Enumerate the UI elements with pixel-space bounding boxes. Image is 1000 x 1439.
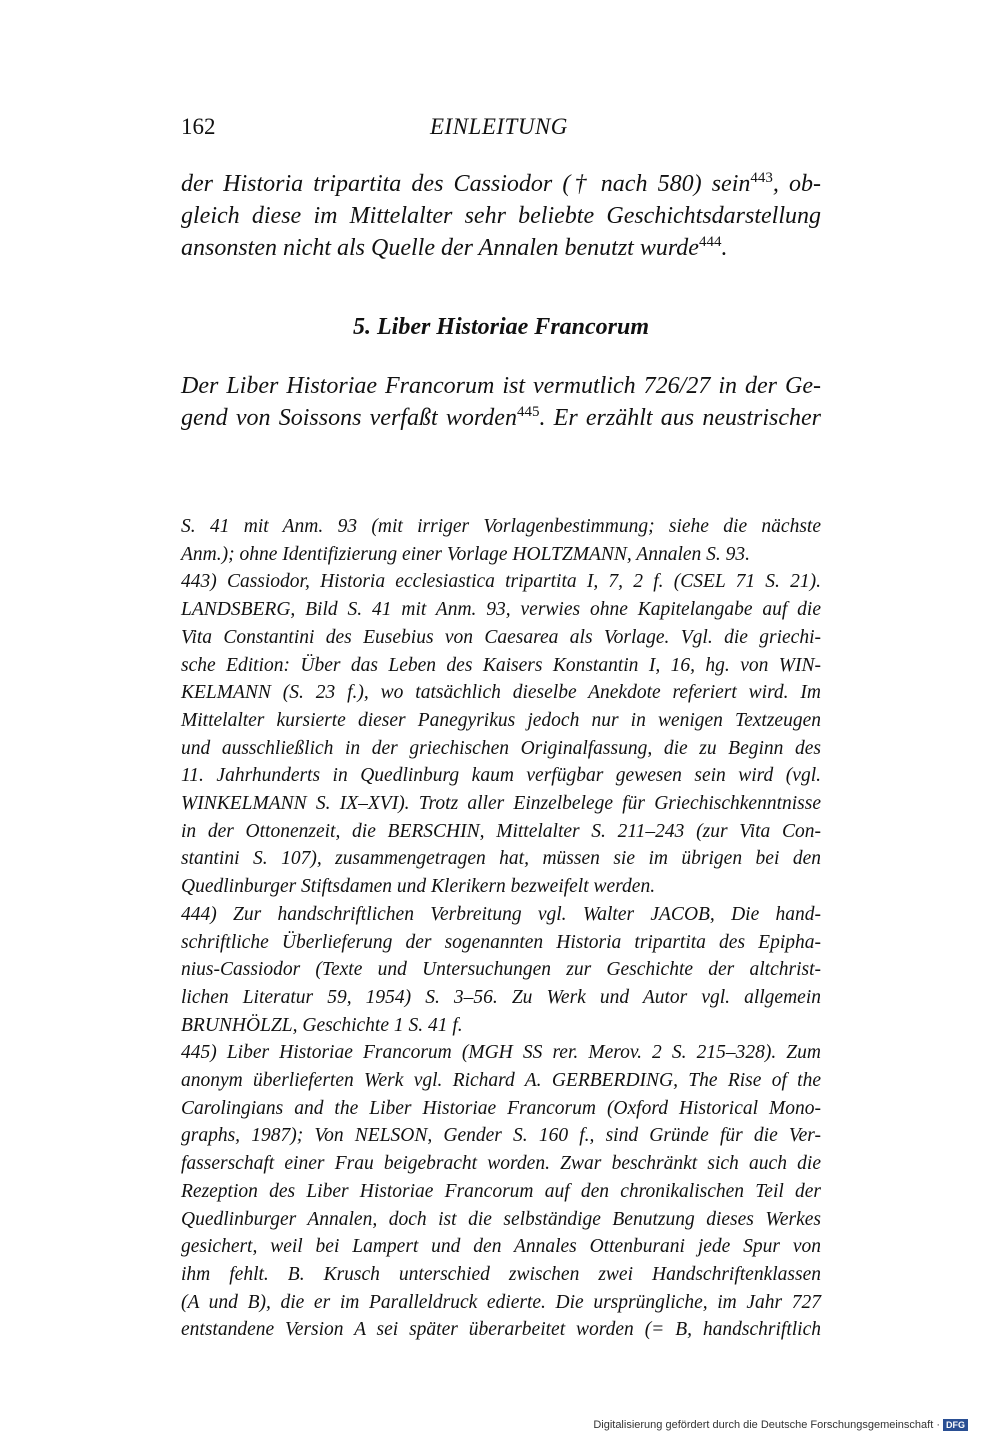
digitization-credit <box>593 1419 968 1431</box>
footnote-line: gesichert, weil bei Lampert und den Annales Ottenburani jede Spur von <box>181 1236 821 1258</box>
footnote-line: LANDSBERG, Bild S. 41 mit Anm. 93, verwies ohne Kapitelangabe auf die <box>181 599 821 621</box>
footnote-ref-444[interactable]: 444 <box>698 234 722 250</box>
footnote-line: schriftliche Überlieferung der sogenannten Historia tripartita des Epipha- <box>181 931 821 953</box>
section-heading: 5. Liber Historiae Francorum <box>352 314 650 340</box>
footnote-ref-443[interactable]: 443 <box>750 170 773 186</box>
footnote-line: KELMANN (S. 23 f.), wo tatsächlich dieselbe Anekdote referiert wird. Im <box>181 682 821 704</box>
footnote-line: 444) Zur handschriftlichen Verbreitung vgl. Walter JACOB, Die hand- <box>181 903 821 925</box>
text-line: ansonsten nicht als Quelle der Annalen benutzt wurde$^{444}$. <box>181 234 728 261</box>
footnote-line: 443) Cassiodor, Historia ecclesiastica tripartita I, 7, 2 f. (CSEL 71 S. 21). <box>181 571 821 593</box>
footnote-line: Carolingians and the Liber Historiae Francorum (Oxford Historical Mono- <box>181 1097 821 1119</box>
paragraph-liber-historiae <box>181 370 821 434</box>
footnote-line: lichen Literatur 59, 1954) S. 3–56. Zu Werk und Autor vgl. allgemein <box>181 986 821 1008</box>
footnote-line: S. 41 mit Anm. 93 (mit irriger Vorlagenbestimmung; siehe die nächste <box>181 516 821 537</box>
footnote-line: BRUNHÖLZL, Geschichte 1 S. 41 f. <box>181 1014 463 1036</box>
footnote-line: Rezeption des Liber Historiae Francorum auf den chronikalischen Teil der <box>181 1180 821 1202</box>
text-line: gend von Soissons verfaßt worden$^{445}$. Er erzählt aus neustrischer <box>181 404 821 431</box>
footnote-line: Anm.); ohne Identifizierung einer Vorlage HOLTZMANN, Annalen S. 93. <box>181 543 751 565</box>
footnote-line: in der Ottonenzeit, die BERSCHIN, Mittelalter S. 211–243 (zur Vita Con- <box>181 820 821 842</box>
footnote-line: Vita Constantini des Eusebius von Caesarea als Vorlage. Vgl. die griechi- <box>181 626 821 648</box>
footnote-ref-445[interactable]: 445 <box>516 404 540 420</box>
footnote-line: fasserschaft einer Frau beigebracht worden. Zwar beschränkt sich auch die <box>181 1153 821 1175</box>
page-number: 162 <box>181 114 216 139</box>
dfg-logo: DFG <box>943 1419 968 1431</box>
footnote-line: Quedlinburger Stiftsdamen und Klerikern bezweifelt werden. <box>181 876 656 898</box>
footnote-line: Quedlinburger Annalen, doch ist die selbständige Benutzung dieses Werkes <box>181 1208 821 1230</box>
paragraph-continuation <box>181 168 821 264</box>
footnote-line: 11. Jahrhunderts in Quedlinburg kaum verfügbar gewesen sein wird (vgl. <box>181 765 821 787</box>
running-head: EINLEITUNG <box>430 114 568 139</box>
footnote-line: ihm fehlt. B. Krusch unterschied zwischen zwei Handschriftenklassen <box>181 1263 821 1285</box>
footnotes <box>181 513 821 1344</box>
footnote-line: entstandene Version A sei später überarbeitet worden (= B, handschriftlich <box>181 1319 821 1341</box>
text-line: Der Liber Historiae Francorum ist vermutlich 726/27 in der Ge- <box>181 373 821 399</box>
credit-text: Digitalisierung gefördert durch die Deutsche Forschungsgemeinschaft · <box>593 1419 940 1431</box>
footnote-line: WINKELMANN S. IX–XVI). Trotz aller Einzelbelege für Griechischkenntnisse <box>181 793 821 815</box>
footnote-line: stantini S. 107), zusammengetragen hat, müssen sie im übrigen bei den <box>181 848 821 870</box>
footnote-line: graphs, 1987); Von NELSON, Gender S. 160 f., sind Gründe für die Ver- <box>181 1125 821 1147</box>
footnote-line: nius-Cassiodor (Texte und Untersuchungen zur Geschichte der altchrist- <box>181 959 821 981</box>
footnote-line: sche Edition: Über das Leben des Kaisers Konstantin I, 16, hg. von WIN- <box>181 654 821 676</box>
footnote-line: und ausschließlich in der griechischen Originalfassung, die zu Beginn des <box>181 737 821 759</box>
text-line: der Historia tripartita des Cassiodor († nach 580) sein$^{443}$, ob- <box>181 170 822 197</box>
footnote-line: Mittelalter kursierte dieser Panegyrikus jedoch nur in wenigen Textzeugen <box>181 709 821 731</box>
footnote-line: (A und B), die er im Paralleldruck edierte. Die ursprüngliche, im Jahr 727 <box>181 1291 821 1313</box>
text-line: gleich diese im Mittelalter sehr beliebte Geschichtsdarstellung <box>181 203 821 229</box>
footnote-line: 445) Liber Historiae Francorum (MGH SS rer. Merov. 2 S. 215–328). Zum <box>181 1042 821 1064</box>
footnote-line: anonym überlieferten Werk vgl. Richard A. GERBERDING, The Rise of the <box>181 1070 821 1092</box>
